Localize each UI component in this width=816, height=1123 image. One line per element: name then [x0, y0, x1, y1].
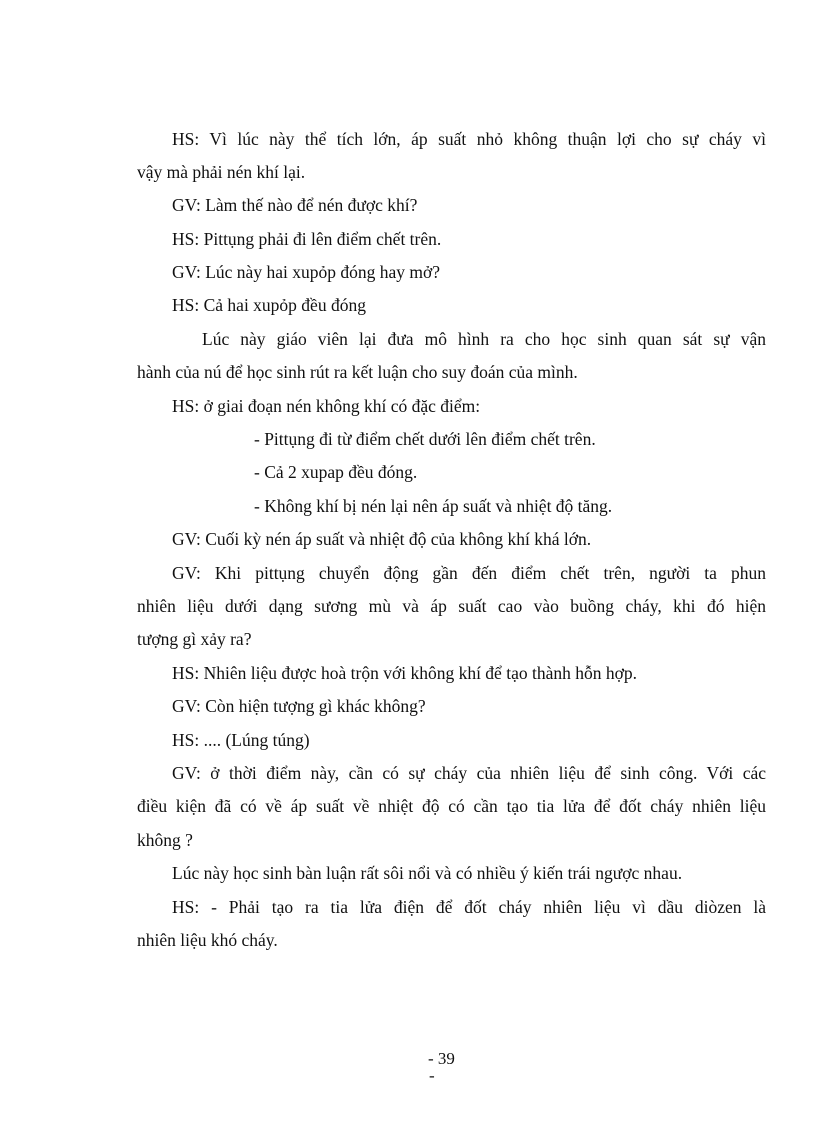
text-line: HS: ở giai đoạn nén không khí có đặc điểm: — [172, 396, 481, 416]
text-line: GV: Lúc này hai xupỏp đóng hay mở? — [172, 262, 440, 282]
footer-mark: - — [429, 1066, 435, 1085]
text-line: Lúc này giáo viên lại đưa mô hình ra cho học sinh quan sát sự vận — [202, 329, 766, 349]
text-line: GV: ở thời điểm này, cần có sự cháy của nhiên liệu để sinh công. Với các — [172, 763, 766, 783]
text-line: GV: Làm thế nào để nén được khí? — [172, 195, 418, 215]
text-line: HS: Nhiên liệu được hoà trộn với không khí để tạo thành hỗn hợp. — [172, 663, 637, 683]
text-line: HS: Cả hai xupỏp đều đóng — [172, 295, 366, 315]
list-item: - Không khí bị nén lại nên áp suất và nhiệt độ tăng. — [254, 496, 613, 516]
text-line: vậy mà phải nén khí lại. — [137, 162, 306, 182]
list-item: - Pittụng đi từ điểm chết dưới lên điểm chết trên. — [254, 429, 596, 449]
text-line: tượng gì xảy ra? — [137, 629, 252, 649]
text-line: nhiên liệu dưới dạng sương mù và áp suất cao vào buồng cháy, khi đó hiện — [137, 596, 766, 616]
text-line: điều kiện đã có về áp suất về nhiệt độ có cần tạo tia lửa để đốt cháy nhiên liệu — [137, 796, 766, 816]
text-line: HS: Pittụng phải đi lên điểm chết trên. — [172, 229, 442, 249]
text-line: Lúc này học sinh bàn luận rất sôi nổi và có nhiều ý kiến trái ngược nhau. — [172, 863, 683, 883]
text-line: GV: Khi pittụng chuyển động gần đến điểm chết trên, người ta phun — [172, 563, 766, 583]
text-line: HS: Vì lúc này thể tích lớn, áp suất nhỏ không thuận lợi cho sự cháy vì — [172, 129, 766, 149]
text-line: GV: Còn hiện tượng gì khác không? — [172, 696, 426, 716]
text-line: HS: .... (Lúng túng) — [172, 730, 310, 750]
text-line: nhiên liệu khó cháy. — [137, 930, 278, 950]
list-item: - Cả 2 xupap đều đóng. — [254, 462, 418, 482]
text-line: không ? — [137, 830, 193, 850]
text-line: hành của nú để học sinh rút ra kết luận cho suy đoán của mình. — [137, 362, 578, 382]
page-number: - 39 — [428, 1049, 455, 1068]
text-line: GV: Cuối kỳ nén áp suất và nhiệt độ của không khí khá lớn. — [172, 529, 592, 549]
text-line: HS: - Phải tạo ra tia lửa điện để đốt cháy nhiên liệu vì dầu diòzen là — [172, 897, 766, 917]
